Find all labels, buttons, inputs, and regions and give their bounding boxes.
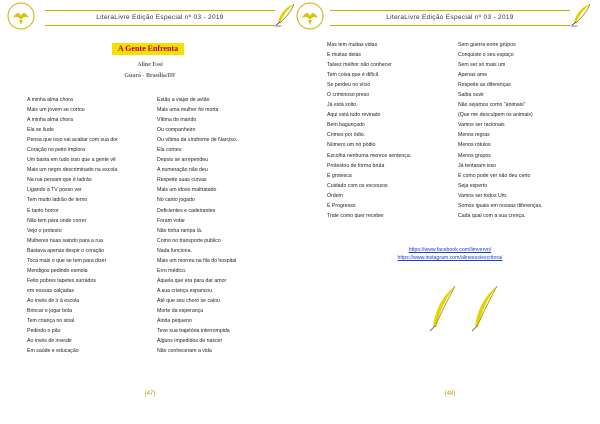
poem-line: em nossas calçadas (27, 287, 74, 294)
poem-line: A sua criança espancou (157, 287, 213, 294)
header-text: LiteraLivre Edição Especial nº 03 - 2019 (96, 14, 224, 21)
poem-line: É tanto horror (27, 207, 59, 214)
poem-line: Respeite suas curvas (157, 177, 207, 184)
poem-line: Feito pobres tapetes surrados (27, 277, 96, 284)
poem-line: No canto jogado (157, 197, 195, 204)
dove-emblem-icon (295, 1, 325, 31)
poem-line: Respeite as diferenças (458, 82, 511, 89)
poem-line: Não conheceram a vida (157, 348, 212, 355)
poem-line: A minha alma chora (27, 97, 73, 103)
poem-line: Em saúde e educação (27, 348, 79, 355)
page-number: [48] (444, 391, 455, 397)
poem-line: A numeração não deu (157, 167, 208, 174)
poem-line: Mendigos pedindo esmola (27, 267, 88, 274)
poem-line: Estão a viajar de avião (157, 97, 210, 103)
poem-line: Morte da esperança (157, 307, 204, 314)
left-poem-column-1 (27, 95, 118, 356)
poem-line: Tem muito ladrão de terno (27, 197, 88, 204)
poem-line: Mais um idoso maltratado (157, 187, 217, 194)
poem-line: Trate como quer receber (327, 212, 384, 219)
poem-line: É Progresso (327, 202, 356, 209)
poem-line: Deficientes e cadeirantes (157, 207, 216, 214)
poem-line: Vamos ser todos Um. (458, 192, 508, 199)
poem-line: Nada funciona. (157, 247, 192, 254)
poem-line: Como no transporte publico (157, 237, 221, 244)
poem-line: Talvez melhor não conhecer (327, 62, 392, 69)
page-header (45, 10, 275, 26)
poem-line: Bem bagunçado (327, 122, 365, 129)
poem-line: (Que me desculpem os animais) (458, 112, 533, 119)
poem-line: Mas tem muitas vidas (327, 42, 378, 48)
poem-line: Ou companheiro (157, 127, 196, 134)
poem-line: Vítima do marido (157, 117, 197, 124)
poem-line: Crimes por ódio. (327, 132, 366, 139)
poem-line: Coração no peito implora (27, 147, 85, 154)
poem-line: Vamos ser racionais (458, 122, 505, 129)
poem-line: Ela se ilude (27, 127, 54, 134)
poem-line: Menos grupos (458, 152, 491, 159)
poem-line: Ao invés de investir (27, 338, 72, 345)
poem-line: A minha alma chora (27, 117, 73, 124)
poem-line: Vejo o protesto (27, 227, 62, 234)
poem-line: Não tem para onde correr (27, 217, 87, 224)
poem-line: E muitas delas (327, 52, 362, 59)
poem-line: Brincar e jogar bola (27, 307, 72, 314)
poem-line: Um basta em tudo isso que a gente vê (27, 157, 116, 164)
poem-line: Depois se arrependeu (157, 157, 209, 164)
poem-line: Mais uma mulher foi morta (157, 107, 219, 114)
poem-line: Ligando a TV posso ver (27, 187, 82, 194)
poem-line: Somos iguais em nossas diferenças. (458, 202, 543, 209)
page-header (330, 10, 570, 26)
left-poem-column-2 (157, 95, 237, 356)
poem-title: A Gente Enfrenta (117, 44, 179, 53)
poem-line: É como pode ver não deu certo (458, 172, 531, 179)
feather-quill-icon (568, 2, 594, 28)
poem-line: Menos regras (458, 132, 490, 139)
facebook-link[interactable]: https://www.facebook.com/limvervn/ (408, 247, 492, 253)
poem-line: Não tinha rampa lá. (157, 227, 203, 234)
poem-line: Cuidado com os excessos (327, 182, 388, 189)
poem-line: Ao invés de ir à escola (27, 297, 80, 304)
poem-line: É grotesca (327, 172, 352, 179)
poem-line: Mais um jovem se cortou (27, 107, 85, 114)
poem-line: Alguns impedidos de nascer (157, 338, 223, 345)
poem-line: Seja esperto (458, 182, 488, 189)
poem-line: Já está solto. (327, 102, 358, 109)
poem-line: Aqui está tudo revirado (327, 112, 381, 119)
poem-line: Protestou de forma bruta (327, 162, 385, 169)
right-poem-column-2 (458, 40, 542, 221)
poem-line: Mais um negro descriminado na escola (27, 167, 118, 174)
right-page (300, 0, 600, 424)
poem-line: Ordem (327, 192, 343, 199)
author-links (300, 246, 600, 262)
poem-line: Foram votar (157, 217, 185, 224)
instagram-link[interactable]: https://www.instagram.com/alineessiescritora/ (397, 255, 503, 261)
poem-line: Número um no pódio (327, 142, 376, 149)
poem-line: Tem coisa que é difícil. (327, 72, 380, 79)
poem-line: Escolha nenhuma merece sentença. (327, 152, 412, 159)
poem-line: Bastava apenas despir o coração (27, 247, 104, 254)
poem-line: Ou vítima da síndrome de Narciso. (157, 137, 238, 144)
poem-line: Toca mais o que se tem para dizer (27, 257, 107, 264)
poem-line: Não sejamos como "animais" (458, 102, 526, 109)
two-feathers-icon (425, 282, 505, 334)
poem-line: Menos rótulos (458, 142, 491, 149)
right-poem-column-1 (327, 40, 411, 221)
poem-line: Mais um morreu na fila do hospital (157, 257, 237, 264)
author-name: Aline Essi (137, 62, 163, 68)
poem-line: Conquiste o seu espaço (458, 52, 514, 59)
poem-line: Já tentaram isso (458, 162, 497, 169)
poem-line: Saiba ouvir (458, 92, 484, 99)
poem-line: Cada qual com a sua crença. (458, 212, 526, 219)
dove-emblem-icon (6, 1, 36, 31)
poem-line: Sem guerra entre grupos (458, 42, 516, 48)
poem-line: Apenas ame (458, 72, 488, 79)
page-number: [47] (144, 391, 155, 397)
poem-line: Pedindo o pão (27, 328, 61, 335)
poem-line: Teve sua trajetória interrompida (157, 328, 230, 335)
poem-line: Ainda pequeno (157, 318, 192, 325)
poem-line: O criminoso preso (327, 92, 370, 99)
poem-line: Erro médico. (157, 267, 187, 274)
header-text: LiteraLivre Edição Especial nº 03 - 2019 (386, 14, 514, 21)
poem-line: Aquela que era para dar amor (157, 277, 227, 284)
poem-line: Se perdeu no vício (327, 82, 371, 89)
poem-line: Na rua persam que é ladrão (27, 177, 92, 184)
poem-line: Sem ser só mais um (458, 62, 506, 69)
poem-line: Até que seu choro se calou (157, 297, 220, 304)
author-place: Guará - Brasília/DF (124, 73, 176, 79)
poem-line: Ela comeu (157, 147, 182, 154)
poem-line: Mulheres nuas saindo para a rua (27, 237, 103, 244)
poem-line: Pensa que isso vai acabar com sua dor (27, 137, 118, 144)
poem-line: Tem criança no sinal (27, 318, 75, 325)
